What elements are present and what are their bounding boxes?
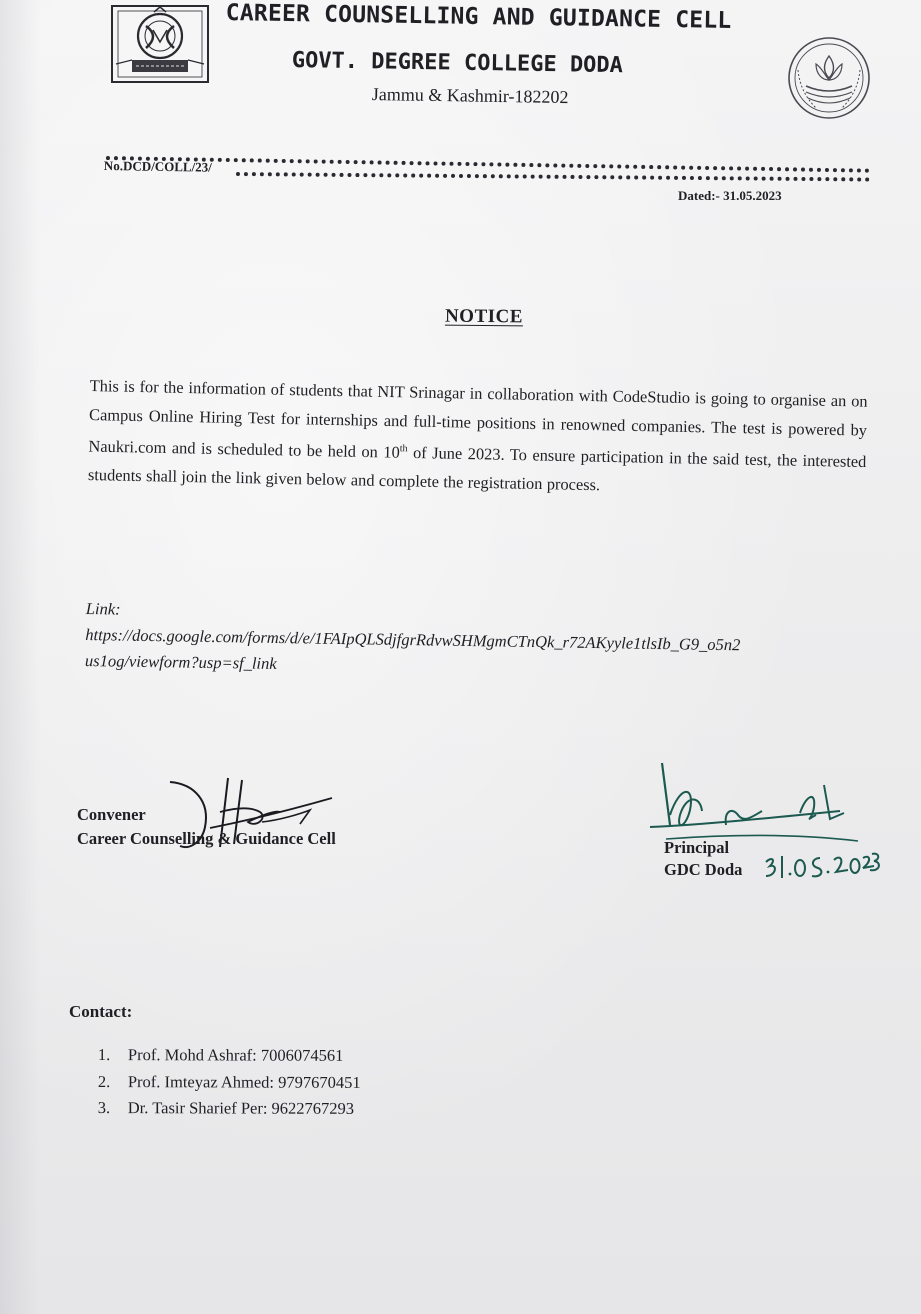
principal-title: Principal bbox=[664, 838, 730, 857]
registration-link-line2[interactable]: us1og/viewform?usp=sf_link bbox=[84, 650, 277, 674]
registration-link-line1[interactable]: https://docs.google.com/forms/d/e/1FAIpQLSdjfgrRdvwSHMgmCTnQk_r72AKyyle1tlsIb_G9_o5n2 bbox=[85, 624, 741, 655]
list-item-number: 3. bbox=[97, 1097, 111, 1118]
dotted-separator-lower bbox=[236, 172, 870, 182]
link-block bbox=[85, 596, 886, 687]
convener-block bbox=[77, 803, 336, 851]
list-item bbox=[98, 1068, 361, 1095]
list-item bbox=[98, 1042, 361, 1069]
dotted-separator bbox=[106, 156, 870, 173]
convener-title: Convener bbox=[77, 805, 146, 824]
college-emblem-icon bbox=[108, 2, 212, 86]
link-label: Link: bbox=[85, 598, 121, 619]
list-item-number: 1. bbox=[97, 1045, 111, 1065]
reference-number: No.DCD/COLL/23/ bbox=[103, 158, 212, 175]
notice-title: NOTICE bbox=[444, 305, 524, 328]
notice-date: Dated:- 31.05.2023 bbox=[678, 188, 782, 203]
contact-title: Contact: bbox=[69, 1002, 133, 1021]
contact-list bbox=[98, 1042, 361, 1122]
header-title: CAREER COUNSELLING AND GUIDANCE CELL bbox=[225, 0, 732, 34]
notice-body-part1: This is for the information of students that NIT Srinagar in collaboration with CodeStudio is going to organise an on Campus Online Hiring Test for internships and full-time positions in renowned companies. The test is powered by Naukri.com and is scheduled to be held on 10 bbox=[88, 375, 868, 462]
list-item bbox=[98, 1095, 361, 1122]
notice-body bbox=[88, 372, 868, 505]
list-item-text: Dr. Tasir Sharief Per: 9622767293 bbox=[127, 1098, 355, 1118]
state-emblem-icon bbox=[786, 34, 872, 122]
notice-body-sup: th bbox=[399, 443, 408, 455]
college-address: Jammu & Kashmir-182202 bbox=[371, 84, 569, 108]
principal-block bbox=[664, 837, 742, 881]
convener-department: Career Counselling & Guidance Cell bbox=[77, 829, 336, 848]
college-name: GOVT. DEGREE COLLEGE DODA bbox=[291, 48, 624, 79]
list-item-text: Prof. Imteyaz Ahmed: 9797670451 bbox=[127, 1071, 361, 1092]
list-item-number: 2. bbox=[97, 1071, 111, 1091]
notice-body-part2: of June 2023. To ensure participation in the said test, the interested students shall join the link given below and complete the registration process. bbox=[87, 442, 867, 495]
handwritten-date bbox=[762, 848, 882, 884]
principal-organisation: GDC Doda bbox=[664, 860, 743, 879]
list-item-text: Prof. Mohd Ashraf: 7006074561 bbox=[127, 1045, 344, 1065]
